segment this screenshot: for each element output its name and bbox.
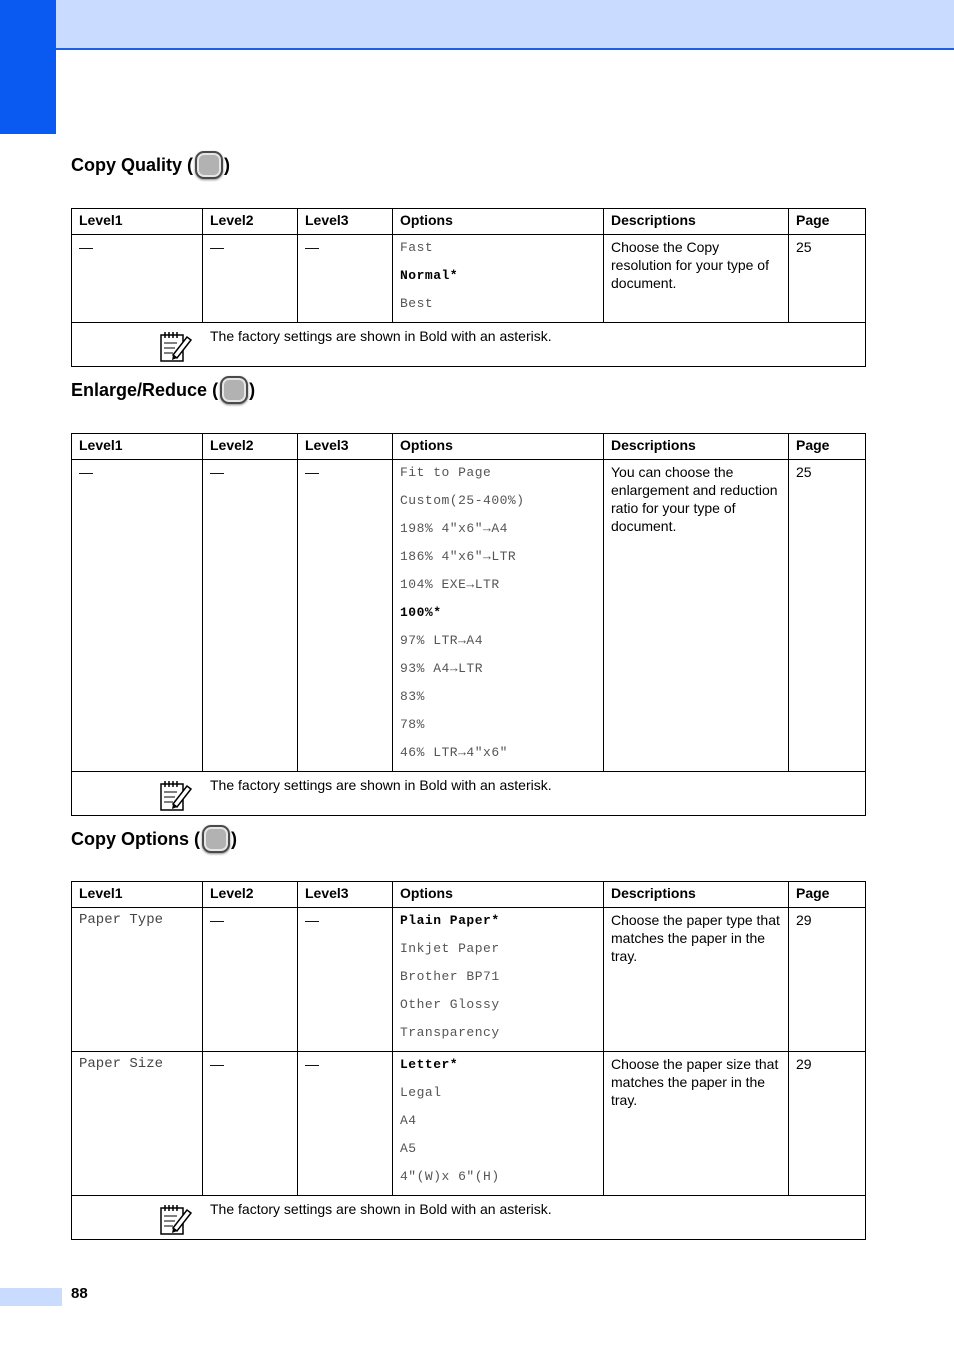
page-number: 88	[71, 1285, 88, 1302]
level1-cell: Paper Size	[72, 1052, 203, 1196]
level2-cell: —	[203, 460, 298, 772]
option-item-default: Normal*	[400, 268, 459, 283]
table-row	[72, 908, 866, 1052]
option-item: Fit to Page	[400, 465, 492, 480]
header-level1: Level1	[72, 882, 203, 908]
level1-cell: —	[72, 460, 203, 772]
header-descriptions: Descriptions	[604, 209, 789, 235]
note-row	[72, 1196, 866, 1240]
option-item: 97% LTR→A4	[400, 633, 484, 648]
header-page: Page	[789, 434, 866, 460]
option-item: A5	[400, 1141, 417, 1156]
level2-cell: —	[203, 1052, 298, 1196]
options-cell	[393, 235, 604, 323]
header-level2: Level2	[203, 209, 298, 235]
description-cell: You can choose the enlargement and reduction ratio for your type of document.	[604, 460, 789, 772]
option-item: 186% 4"x6"→LTR	[400, 549, 517, 564]
header-descriptions: Descriptions	[604, 882, 789, 908]
table-header-row	[72, 209, 866, 235]
note-cell	[72, 772, 866, 816]
note-text: The factory settings are shown in Bold with an asterisk.	[210, 777, 552, 793]
level3-cell: —	[298, 460, 393, 772]
header-band	[0, 0, 954, 49]
option-item-default: Plain Paper*	[400, 913, 500, 928]
option-item: Fast	[400, 240, 434, 255]
description-cell: Choose the Copy resolution for your type of document.	[604, 235, 789, 323]
header-options: Options	[393, 882, 604, 908]
option-item: Custom(25-400%)	[400, 493, 525, 508]
page-cell: 25	[789, 235, 866, 323]
header-level3: Level3	[298, 434, 393, 460]
copy-options-button-icon	[202, 825, 230, 853]
level2-cell: —	[203, 235, 298, 323]
options-cell	[393, 460, 604, 772]
level3-cell: —	[298, 1052, 393, 1196]
option-item: 104% EXE→LTR	[400, 577, 500, 592]
page-number-tab	[0, 1288, 62, 1306]
header-rule	[56, 48, 954, 50]
header-level3: Level3	[298, 882, 393, 908]
header-level3: Level3	[298, 209, 393, 235]
level3-cell: —	[298, 908, 393, 1052]
note-pencil-icon	[159, 329, 193, 363]
copy-options-table	[71, 881, 866, 1240]
section-title-text: Enlarge/Reduce	[71, 380, 208, 400]
option-item: 78%	[400, 717, 425, 732]
option-item: Transparency	[400, 1025, 500, 1040]
enlarge-reduce-table	[71, 433, 866, 816]
table-header-row	[72, 882, 866, 908]
table-row	[72, 1052, 866, 1196]
option-item: A4	[400, 1113, 417, 1128]
level1-cell: Paper Type	[72, 908, 203, 1052]
section-title-text: Copy Quality	[71, 155, 183, 175]
option-item: Legal	[400, 1085, 442, 1100]
note-cell	[72, 1196, 866, 1240]
section-title-enlarge-reduce: Enlarge/Reduce ( )	[71, 376, 255, 404]
option-item: 83%	[400, 689, 425, 704]
option-item: Other Glossy	[400, 997, 500, 1012]
option-item: 4"(W)x 6"(H)	[400, 1169, 500, 1184]
note-row	[72, 772, 866, 816]
note-text: The factory settings are shown in Bold with an asterisk.	[210, 1201, 552, 1217]
note-pencil-icon	[159, 778, 193, 812]
copy-quality-table	[71, 208, 866, 367]
description-cell: Choose the paper type that matches the paper in the tray.	[604, 908, 789, 1052]
option-item-default: Letter*	[400, 1057, 459, 1072]
description-cell: Choose the paper size that matches the paper in the tray.	[604, 1052, 789, 1196]
table-row	[72, 460, 866, 772]
copy-quality-button-icon	[195, 151, 223, 179]
note-row	[72, 323, 866, 367]
option-item: 93% A4→LTR	[400, 661, 484, 676]
header-descriptions: Descriptions	[604, 434, 789, 460]
options-cell	[393, 908, 604, 1052]
option-item: 198% 4"x6"→A4	[400, 521, 508, 536]
page-cell: 25	[789, 460, 866, 772]
section-title-text: Copy Options	[71, 829, 189, 849]
option-item-default: 100%*	[400, 605, 442, 620]
header-options: Options	[393, 434, 604, 460]
page-cell: 29	[789, 1052, 866, 1196]
section-title-copy-options: Copy Options ( )	[71, 825, 237, 853]
level3-cell: —	[298, 235, 393, 323]
enlarge-reduce-button-icon	[220, 376, 248, 404]
header-level1: Level1	[72, 209, 203, 235]
chapter-tab	[0, 0, 56, 134]
options-cell	[393, 1052, 604, 1196]
table-row	[72, 235, 866, 323]
header-level2: Level2	[203, 882, 298, 908]
header-options: Options	[393, 209, 604, 235]
level2-cell: —	[203, 908, 298, 1052]
table-header-row	[72, 434, 866, 460]
option-item: Inkjet Paper	[400, 941, 500, 956]
note-pencil-icon	[159, 1202, 193, 1236]
option-item: 46% LTR→4"x6"	[400, 745, 508, 760]
header-page: Page	[789, 882, 866, 908]
note-text: The factory settings are shown in Bold with an asterisk.	[210, 328, 552, 344]
page-cell: 29	[789, 908, 866, 1052]
option-item: Brother BP71	[400, 969, 500, 984]
section-title-copy-quality: Copy Quality ( )	[71, 151, 230, 179]
level1-cell: —	[72, 235, 203, 323]
option-item: Best	[400, 296, 434, 311]
header-page: Page	[789, 209, 866, 235]
note-cell	[72, 323, 866, 367]
header-level1: Level1	[72, 434, 203, 460]
header-level2: Level2	[203, 434, 298, 460]
